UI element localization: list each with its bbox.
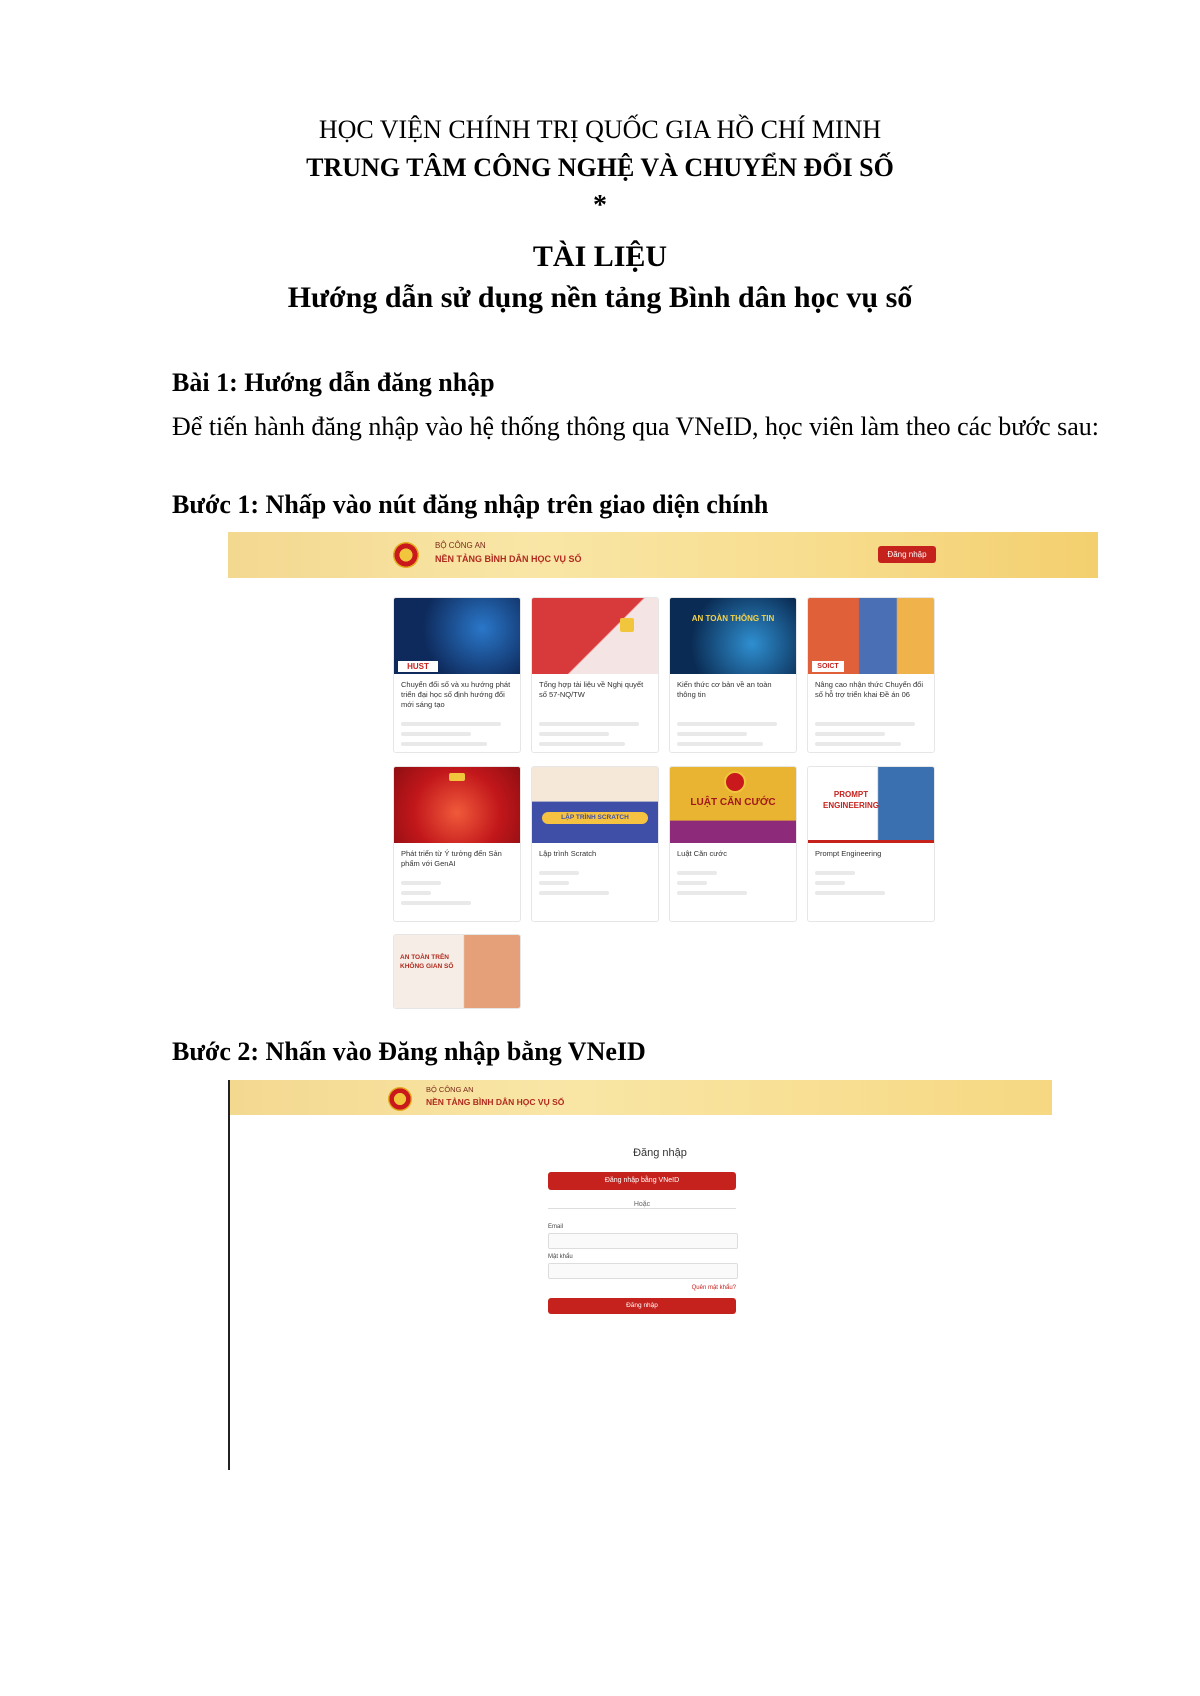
course-card[interactable] — [393, 766, 521, 922]
login-screenshot — [228, 1080, 1052, 1470]
forgot-password-link[interactable]: Quên mật khẩu? — [691, 1285, 736, 1291]
course-card[interactable] — [807, 597, 935, 753]
course-meta — [539, 722, 639, 726]
course-meta — [539, 732, 609, 736]
password-label: Mật khẩu — [548, 1254, 573, 1260]
course-title: Prompt Engineering — [815, 849, 882, 858]
course-meta — [815, 742, 901, 746]
site-banner — [228, 532, 1098, 578]
course-meta — [401, 722, 501, 726]
course-meta — [539, 891, 609, 895]
submit-login-button[interactable]: Đăng nhập — [548, 1298, 736, 1314]
course-thumb-label: LUẬT CĂN CƯỚC — [690, 797, 776, 808]
course-title: Tổng hợp tài liệu về Nghị quyết số 57-NQ/TW — [539, 680, 644, 699]
login-button[interactable]: Đăng nhập — [878, 546, 936, 563]
lesson-intro: Để tiến hành đăng nhập vào hệ thống thông qua VNeID, học viên làm theo các bước sau: — [172, 412, 1099, 441]
course-meta — [815, 871, 855, 875]
divider — [548, 1208, 736, 1209]
course-meta — [401, 732, 471, 736]
course-meta — [815, 891, 885, 895]
course-meta — [677, 722, 777, 726]
course-thumbnail — [394, 767, 520, 843]
police-emblem-icon — [388, 1087, 412, 1111]
email-field[interactable] — [548, 1233, 738, 1249]
course-title: Chuyển đổi số và xu hướng phát triển đại học số định hướng đổi mới sáng tạo — [401, 680, 511, 709]
course-card[interactable] — [531, 766, 659, 922]
party-flag-icon — [620, 618, 634, 632]
course-card[interactable] — [807, 766, 935, 922]
login-title: Đăng nhập — [633, 1147, 687, 1159]
or-label: Hoặc — [625, 1201, 659, 1208]
course-meta — [815, 732, 885, 736]
step-1-heading: Bước 1: Nhấp vào nút đăng nhập trên giao diện chính — [172, 490, 769, 519]
course-thumbnail — [808, 767, 934, 843]
course-meta — [815, 722, 915, 726]
course-title: Lập trình Scratch — [539, 849, 597, 858]
site-banner — [230, 1080, 1052, 1115]
course-meta — [677, 881, 707, 885]
course-meta — [401, 881, 441, 885]
course-card[interactable] — [669, 597, 797, 753]
course-thumbnail — [394, 598, 520, 674]
course-card[interactable] — [393, 934, 521, 1009]
step-2-heading: Bước 2: Nhấn vào Đăng nhập bằng VNeID — [172, 1037, 646, 1066]
course-meta — [539, 742, 625, 746]
course-thumb-label: SOICT — [812, 661, 844, 672]
course-meta — [677, 891, 747, 895]
state-emblem-icon — [724, 771, 746, 793]
course-thumbnail — [532, 598, 658, 674]
org-line-2: NỀN TẢNG BÌNH DÂN HỌC VỤ SỐ — [426, 1097, 565, 1107]
course-thumb-label: AN TOÀN TRÊN KHÔNG GIAN SỐ — [400, 954, 454, 970]
course-meta — [539, 871, 579, 875]
course-thumbnail — [670, 767, 796, 843]
course-title: Phát triển từ Ý tưởng đến Sản phẩm với GenAI — [401, 849, 502, 868]
course-thumb-label: LẬP TRÌNH SCRATCH — [542, 812, 648, 824]
org-line-2: NỀN TẢNG BÌNH DÂN HỌC VỤ SỐ — [435, 554, 582, 564]
course-card[interactable] — [531, 597, 659, 753]
course-thumb-label: HUST — [398, 661, 438, 672]
password-field[interactable] — [548, 1263, 738, 1279]
center-name: TRUNG TÂM CÔNG NGHỆ VÀ CHUYỂN ĐỔI SỐ — [306, 153, 894, 182]
course-thumb-label: AN TOÀN THÔNG TIN — [691, 614, 775, 623]
course-thumbnail — [808, 598, 934, 674]
org-line-1: BỘ CÔNG AN — [426, 1085, 474, 1094]
star-icon — [449, 773, 465, 781]
email-label: Email — [548, 1224, 564, 1230]
course-title: Luật Căn cước — [677, 849, 727, 858]
course-card[interactable] — [393, 597, 521, 753]
homepage-screenshot — [228, 532, 1098, 1007]
institution-name: HỌC VIỆN CHÍNH TRỊ QUỐC GIA HỒ CHÍ MINH — [318, 115, 882, 144]
course-meta — [815, 881, 845, 885]
course-card[interactable] — [669, 766, 797, 922]
course-meta — [401, 891, 431, 895]
vneid-login-button[interactable]: Đăng nhập bằng VNeID — [548, 1172, 736, 1190]
course-thumbnail — [532, 767, 658, 843]
course-meta — [401, 742, 487, 746]
course-meta — [401, 901, 471, 905]
course-thumb-label: PROMPT ENGINEERING — [822, 790, 879, 810]
police-emblem-icon — [393, 542, 419, 568]
doc-type: TÀI LIỆU — [532, 240, 668, 273]
separator-star: * — [593, 190, 607, 221]
course-meta — [539, 881, 569, 885]
course-meta — [677, 871, 717, 875]
org-line-1: BỘ CÔNG AN — [435, 541, 486, 550]
course-meta — [677, 732, 747, 736]
lesson-title: Bài 1: Hướng dẫn đăng nhập — [172, 368, 495, 397]
course-meta — [677, 742, 763, 746]
course-title: Kiến thức cơ bản về an toàn thông tin — [677, 680, 772, 699]
course-title: Nâng cao nhận thức Chuyển đổi số hỗ trợ triển khai Đề án 06 — [815, 680, 924, 699]
course-thumbnail — [394, 935, 520, 1008]
course-thumbnail — [670, 598, 796, 674]
doc-title: Hướng dẫn sử dụng nền tảng Bình dân học vụ số — [287, 281, 913, 314]
